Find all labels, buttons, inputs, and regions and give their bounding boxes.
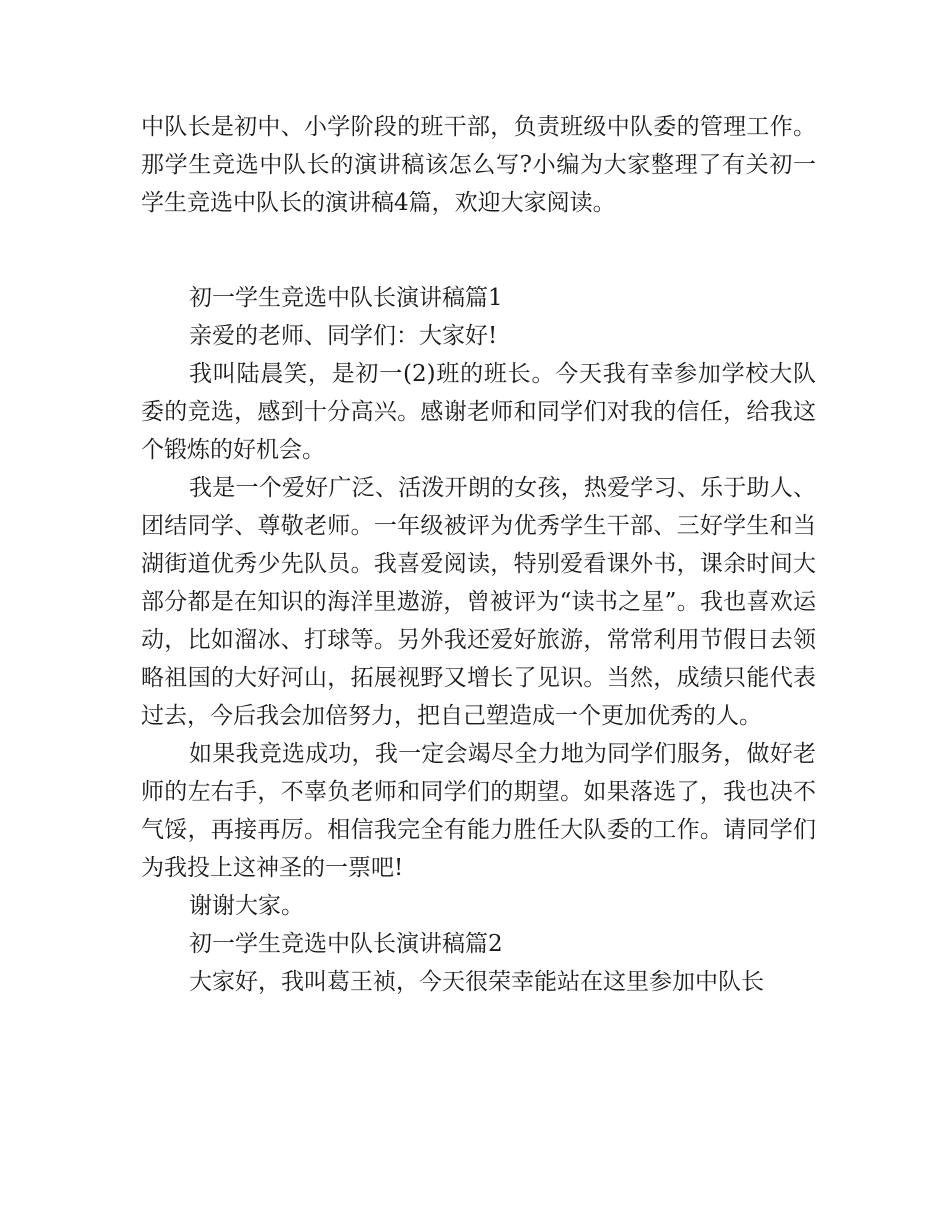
intro-paragraph: 中队长是初中、小学阶段的班干部，负责班级中队委的管理工作。那学生竞选中队长的演讲稿该怎么写?小编为大家整理了有关初一学生竞选中队长的演讲稿4篇，欢迎大家阅读。 bbox=[141, 114, 816, 216]
section-1-closing: 谢谢大家。 bbox=[189, 893, 304, 919]
section-1-heading: 初一学生竞选中队长演讲稿篇1 bbox=[189, 285, 503, 311]
section-2-paragraph-1: 大家好，我叫葛王祯，今天很荣幸能站在这里参加中队长 bbox=[189, 969, 764, 995]
document-body bbox=[141, 108, 816, 1001]
section-1-greeting: 亲爱的老师、同学们：大家好! bbox=[189, 323, 498, 349]
section-1-paragraph-2: 我是一个爱好广泛、活泼开朗的女孩，热爱学习、乐于助人、团结同学、尊敬老师。一年级被评为优秀学生干部、三好学生和当湖街道优秀少先队员。我喜爱阅读，特别爱看课外书，课余时间大部分都是在知识的海洋里遨游，曾被评为“读书之星”。我也喜欢运动，比如溜冰、打球等。另外我还爱好旅游，常常利用节假日去领略祖国的大好河山，拓展视野又增长了见识。当然，成绩只能代表过去，今后我会加倍努力，把自己塑造成一个更加优秀的人。 bbox=[141, 475, 816, 729]
section-2-heading: 初一学生竞选中队长演讲稿篇2 bbox=[189, 931, 503, 957]
section-1-paragraph-3: 如果我竞选成功，我一定会竭尽全力地为同学们服务，做好老师的左右手，不辜负老师和同学们的期望。如果落选了，我也决不气馁，再接再厉。相信我完全有能力胜任大队委的工作。请同学们为我投上这神圣的一票吧! bbox=[141, 741, 816, 881]
section-1-paragraph-1: 我叫陆晨笑，是初一(2)班的班长。今天我有幸参加学校大队委的竞选，感到十分高兴。感谢老师和同学们对我的信任，给我这个锻炼的好机会。 bbox=[141, 361, 816, 463]
